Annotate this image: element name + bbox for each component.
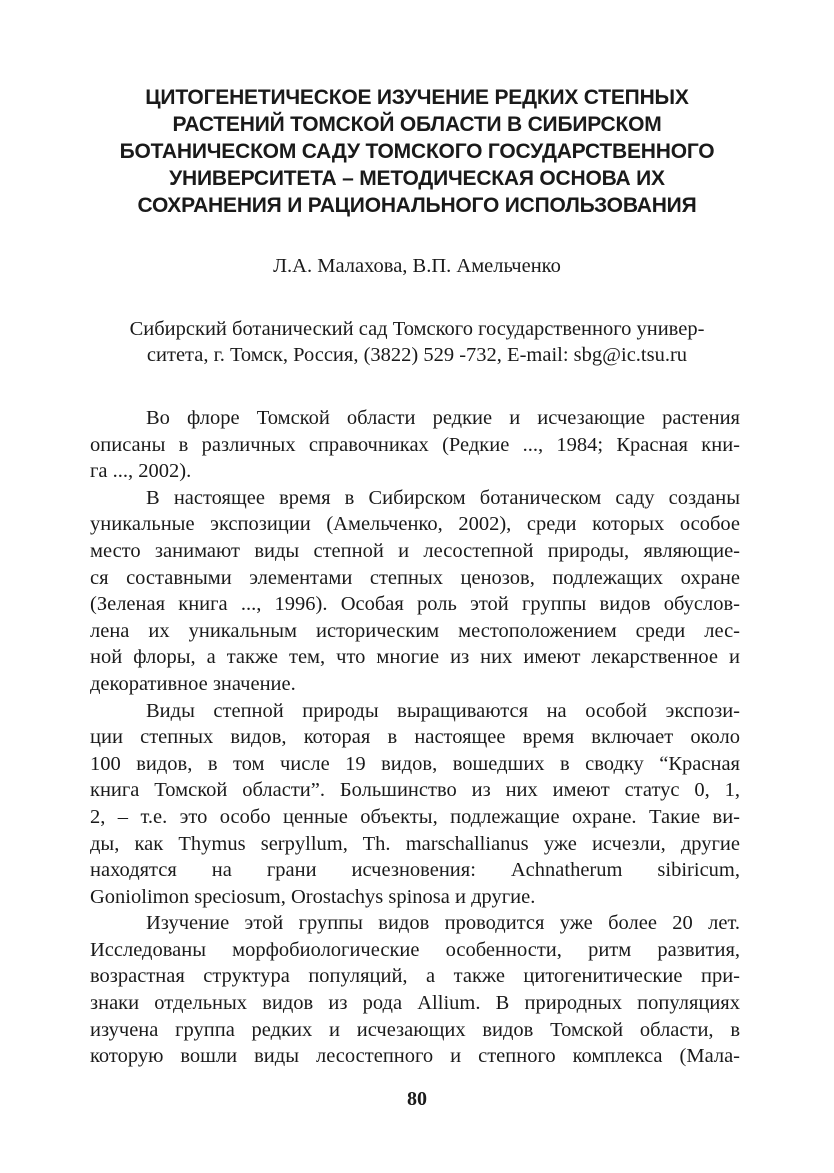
body-line: ной флоры, а также тем, что многие из них имеют лекарственное и [90, 646, 740, 669]
title-line: СОХРАНЕНИЯ И РАЦИОНАЛЬНОГО ИСПОЛЬЗОВАНИЯ [137, 194, 697, 217]
body-line: знаки отдельных видов из рода Allium. В природных популяциях [90, 992, 740, 1015]
title-line: БОТАНИЧЕСКОМ САДУ ТОМСКОГО ГОСУДАРСТВЕННОГО [119, 140, 715, 163]
body-line: ся составными элементами степных ценозов, подлежащих охране [90, 566, 740, 589]
title-line: РАСТЕНИЙ ТОМСКОЙ ОБЛАСТИ В СИБИРСКОМ [172, 113, 662, 136]
body-line: Goniolimon speciosum, Orostachys spinosa и другие. [90, 885, 536, 908]
body-line: Изучение этой группы видов проводится уже более 20 лет. [146, 912, 740, 935]
body-line: лена их уникальным историческим местоположением среди лес- [90, 619, 740, 642]
body-paragraph [90, 910, 740, 1070]
body-line: 2, – т.е. это особо ценные объекты, подлежащие охране. Такие ви- [90, 805, 740, 828]
body-line: уникальные экспозиции (Амельченко, 2002), среди которых особое [90, 513, 740, 536]
title-line: УНИВЕРСИТЕТА – МЕТОДИЧЕСКАЯ ОСНОВА ИХ [169, 167, 665, 190]
body-paragraph [90, 485, 740, 698]
body-line: Виды степной природы выращиваются на особой экспози- [146, 699, 740, 722]
body-line: ды, как Thymus serpyllum, Th. marschallianus уже исчезли, другие [90, 832, 740, 855]
paper-body [90, 405, 740, 1070]
body-line: изучена группа редких и исчезающих видов Томской области, в [90, 1018, 740, 1041]
body-line: описаны в различных справочниках (Редкие ..., 1984; Красная кни- [90, 433, 740, 456]
paper-title [80, 84, 754, 219]
body-line: В настоящее время в Сибирском ботаническом саду созданы [146, 486, 740, 509]
affiliation-line: Сибирский ботанический сад Томского государственного универ- [129, 318, 705, 340]
body-line: га ..., 2002). [90, 460, 192, 483]
body-line: декоративное значение. [90, 672, 296, 695]
body-line: Исследованы морфобиологические особенности, ритм развития, [90, 938, 740, 961]
author-affiliation [80, 316, 754, 368]
body-paragraph [90, 405, 740, 485]
body-line: (Зеленая книга ..., 1996). Особая роль этой группы видов обуслов- [90, 593, 740, 616]
paper-authors: Л.А. Малахова, В.П. Амельченко [273, 255, 561, 277]
affiliation-line: ситета, г. Томск, Россия, (3822) 529 -732, E-mail: sbg@ic.tsu.ru [146, 344, 688, 366]
body-line: место занимают виды степной и лесостепной природы, являющие- [90, 539, 740, 562]
body-line: которую вошли виды лесостепного и степного комплекса (Мала- [90, 1045, 740, 1068]
title-line: ЦИТОГЕНЕТИЧЕСКОЕ ИЗУЧЕНИЕ РЕДКИХ СТЕПНЫХ [145, 86, 689, 109]
page-number: 80 [407, 1088, 427, 1110]
body-line: 100 видов, в том числе 19 видов, вошедших в сводку “Красная [90, 752, 740, 775]
body-line: возрастная структура популяций, а также цитогенитические при- [90, 965, 740, 988]
body-paragraph [90, 698, 740, 911]
body-line: находятся на грани исчезновения: Achnatherum sibiricum, [90, 859, 740, 882]
body-line: книга Томской области”. Большинство из них имеют статус 0, 1, [90, 779, 740, 802]
body-line: ции степных видов, которая в настоящее время включает около [90, 726, 740, 749]
body-line: Во флоре Томской области редкие и исчезающие растения [146, 407, 740, 429]
